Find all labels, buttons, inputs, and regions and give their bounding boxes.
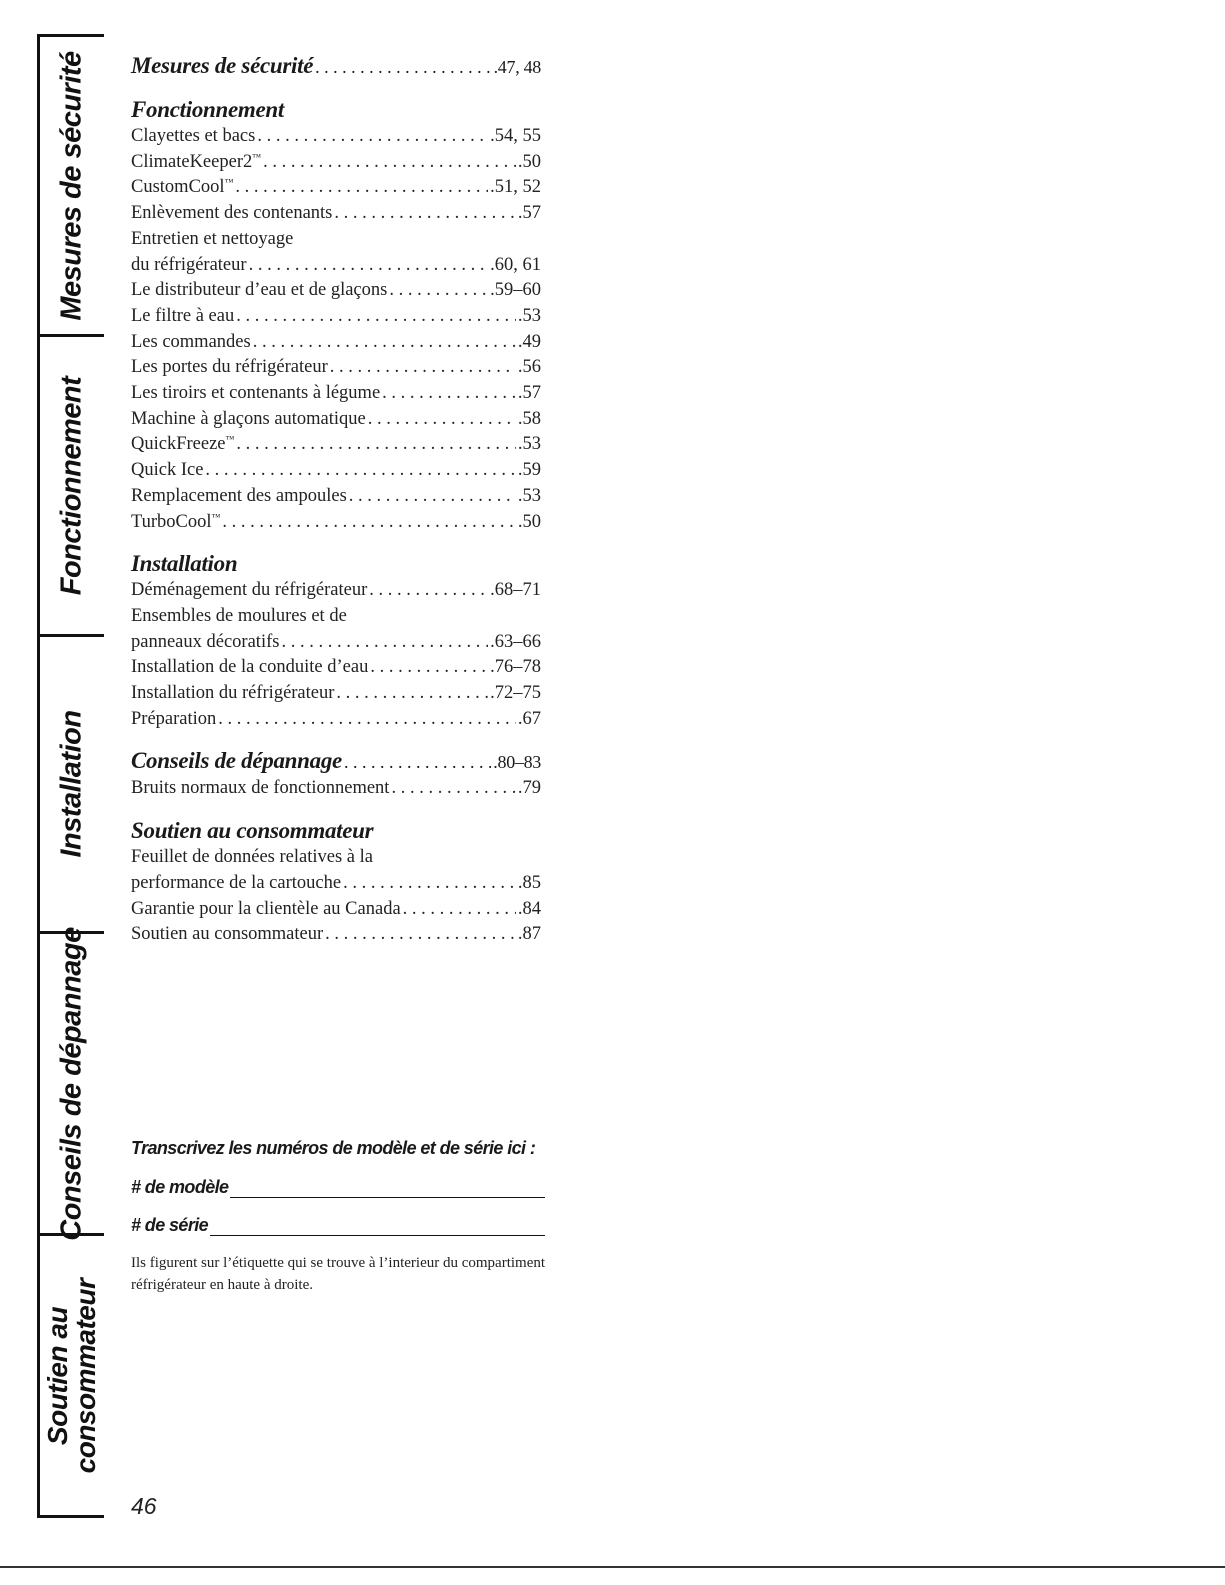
dot-leader — [349, 484, 516, 510]
entry-text: Bruits normaux de fonctionnement — [131, 778, 390, 799]
page-ref: .47, 48 — [493, 57, 541, 77]
tab-label-line: Soutien au — [42, 1306, 73, 1445]
index-entry[interactable] — [131, 484, 541, 510]
page-ref: .57 — [517, 383, 541, 404]
entry-text: Clayettes et bacs — [131, 126, 256, 146]
page-ref: .57 — [517, 203, 541, 224]
page-ref: .84 — [517, 898, 541, 919]
entry-text: Entretien et nettoyage — [131, 228, 294, 249]
index-entry[interactable] — [131, 707, 541, 733]
entry-text: Déménagement du réfrigérateur — [131, 580, 368, 601]
index-entry-continued — [131, 604, 541, 630]
index-entry[interactable] — [131, 150, 541, 176]
index-entry-continued — [131, 227, 541, 253]
entry-text: du réfrigérateur — [131, 254, 247, 275]
page-ref: .59 — [517, 460, 541, 481]
model-number-line — [131, 1172, 561, 1198]
index-entry[interactable] — [131, 330, 541, 356]
section-title — [131, 96, 541, 124]
index-entry[interactable] — [131, 578, 541, 604]
index-entry[interactable] — [131, 407, 541, 433]
entry-text — [131, 432, 234, 458]
index-entry[interactable] — [131, 175, 541, 201]
entry-text-main: ClimateKeeper2 — [131, 151, 253, 172]
page-ref: .80–83 — [493, 752, 541, 773]
tab-soutien-au-consommateur[interactable] — [40, 1236, 104, 1515]
dot-leader — [336, 681, 488, 707]
dot-leader — [257, 124, 488, 150]
trademark-symbol: ™ — [211, 511, 221, 522]
page-ref: .50 — [517, 151, 541, 172]
page-ref: .68–71 — [490, 580, 541, 601]
bottom-divider — [0, 1566, 1225, 1568]
serial-number-line — [131, 1210, 561, 1236]
section-title[interactable] — [131, 52, 541, 81]
trademark-symbol: ™ — [252, 151, 262, 162]
page-ref: .85 — [517, 872, 541, 893]
section-title-text: Fonctionnement — [131, 97, 284, 122]
section-tabs — [37, 34, 104, 1518]
entry-text: Installation du réfrigérateur — [131, 683, 335, 704]
entry-text: Installation de la conduite d’eau — [131, 657, 369, 678]
index-entry[interactable] — [131, 630, 541, 656]
entry-text: Machine à glaçons automatique — [131, 408, 366, 429]
section-title-text: Conseils de dépannage — [131, 748, 342, 774]
entry-text-main: CustomCool — [131, 177, 225, 198]
serial-number-label: # de série — [131, 1215, 209, 1235]
page-ref: .53 — [517, 485, 541, 506]
entry-text: Enlèvement des contenants — [131, 203, 333, 224]
entry-text — [131, 175, 233, 201]
page-ref: .63–66 — [490, 631, 541, 652]
entry-text: Le distributeur d’eau et de glaçons — [131, 280, 388, 301]
dot-leader — [236, 304, 516, 330]
dot-leader — [222, 510, 516, 536]
dot-leader — [369, 578, 488, 604]
page-ref: .60, 61 — [490, 254, 541, 275]
index-entry[interactable] — [131, 253, 541, 279]
page-ref: .56 — [517, 357, 541, 378]
entry-text: Les tiroirs et contenants à légume — [131, 383, 381, 404]
model-serial-record — [131, 1136, 561, 1296]
dot-leader — [236, 432, 516, 458]
section-title — [131, 550, 541, 578]
entry-text: Remplacement des ampoules — [131, 485, 347, 506]
entry-text: panneaux décoratifs — [131, 631, 280, 652]
page-number: 46 — [131, 1493, 157, 1519]
tab-installation[interactable] — [40, 637, 104, 934]
page-ref: .51, 52 — [490, 177, 541, 198]
section-installation — [131, 550, 541, 732]
record-note: Ils figurent sur l’étiquette qui se trouve à l’interieur du compartiment réfrigérateur en haute à droite. — [131, 1255, 546, 1293]
entry-text-main: QuickFreeze — [131, 434, 226, 455]
page-ref: .53 — [517, 305, 541, 326]
entry-text: Garantie pour la clientèle au Canada — [131, 898, 401, 919]
entry-text — [131, 150, 261, 176]
page-ref: .50 — [517, 511, 541, 532]
model-number-field[interactable] — [230, 1175, 545, 1198]
table-of-contents — [131, 52, 541, 963]
entry-text: performance de la cartouche — [131, 872, 342, 893]
index-entry[interactable] — [131, 681, 541, 707]
section-mesures-de-securite — [131, 52, 541, 81]
trademark-symbol: ™ — [225, 434, 235, 445]
index-entry[interactable] — [131, 201, 541, 227]
trademark-symbol: ™ — [224, 177, 234, 188]
tab-mesures-de-securite[interactable] — [40, 37, 104, 337]
index-entry[interactable] — [131, 381, 541, 407]
section-fonctionnement — [131, 96, 541, 535]
dot-leader — [368, 407, 516, 433]
page-ref: .87 — [517, 924, 541, 945]
index-entry[interactable] — [131, 510, 541, 536]
dot-leader — [325, 922, 516, 948]
dot-leader — [389, 278, 488, 304]
tab-label: Installation — [55, 710, 88, 858]
dot-leader — [391, 776, 515, 802]
dot-leader — [370, 655, 488, 681]
section-title-text: Installation — [131, 551, 238, 577]
section-conseils-de-depannage — [131, 747, 541, 802]
dot-leader — [253, 330, 516, 356]
index-entry[interactable] — [131, 776, 541, 802]
index-entry[interactable] — [131, 355, 541, 381]
record-title: Transcrivez les numéros de modèle et de série ici : — [131, 1138, 536, 1158]
dot-leader — [281, 630, 488, 656]
tab-conseils-de-depannage[interactable] — [40, 926, 104, 1241]
page-ref: .58 — [517, 408, 541, 429]
dot-leader — [235, 175, 488, 201]
index-entry[interactable] — [131, 922, 541, 948]
section-title — [131, 817, 541, 845]
tab-label-line: consommateur — [70, 1278, 101, 1473]
section-title[interactable] — [131, 747, 541, 776]
tab-label: Fonctionnement — [55, 376, 88, 595]
index-entry[interactable] — [131, 278, 541, 304]
page-ref: .59–60 — [490, 280, 541, 301]
page-ref: .54, 55 — [490, 126, 541, 146]
section-soutien-au-consommateur — [131, 817, 541, 948]
entry-text: Ensembles de moulures et de — [131, 605, 347, 626]
entry-text: Feuillet de données relatives à la — [131, 847, 373, 868]
serial-number-field[interactable] — [210, 1213, 545, 1236]
index-entry[interactable] — [131, 124, 541, 150]
dot-leader — [205, 458, 515, 484]
tab-label: Conseils de dépannage — [55, 926, 88, 1241]
page-ref: .76–78 — [490, 657, 541, 678]
dot-leader — [382, 381, 516, 407]
index-entry[interactable] — [131, 897, 541, 923]
index-entry[interactable] — [131, 655, 541, 681]
dot-leader — [249, 253, 489, 279]
page-ref: .72–75 — [490, 683, 541, 704]
entry-text: Les commandes — [131, 331, 251, 352]
dot-leader — [218, 707, 516, 733]
model-number-label: # de modèle — [131, 1177, 229, 1197]
entry-text: Soutien au consommateur — [131, 924, 324, 945]
section-title-text: Mesures de sécurité — [131, 53, 314, 78]
dot-leader — [263, 150, 516, 176]
dot-leader — [334, 201, 515, 227]
tab-fonctionnement[interactable] — [40, 337, 104, 637]
entry-text: Le filtre à eau — [131, 305, 235, 326]
entry-text: Préparation — [131, 708, 217, 729]
dot-leader — [315, 53, 491, 81]
section-title-text: Soutien au consommateur — [131, 818, 374, 844]
page-ref: .53 — [517, 434, 541, 455]
page-ref: .67 — [517, 708, 541, 729]
dot-leader — [330, 355, 516, 381]
entry-text: Les portes du réfrigérateur — [131, 357, 328, 378]
entry-text-main: TurboCool — [131, 511, 212, 532]
page-ref: .49 — [517, 331, 541, 352]
index-entry[interactable] — [131, 304, 541, 330]
tab-label — [44, 1278, 100, 1473]
index-entry[interactable] — [131, 458, 541, 484]
tab-label: Mesures de sécurité — [55, 50, 88, 321]
dot-leader — [343, 871, 516, 897]
index-entry[interactable] — [131, 432, 541, 458]
entry-text: Quick Ice — [131, 460, 204, 481]
page-ref: .79 — [517, 778, 541, 799]
dot-leader — [344, 748, 491, 776]
index-entry-continued — [131, 845, 541, 871]
index-entry[interactable] — [131, 871, 541, 897]
dot-leader — [403, 897, 516, 923]
entry-text — [131, 510, 220, 536]
